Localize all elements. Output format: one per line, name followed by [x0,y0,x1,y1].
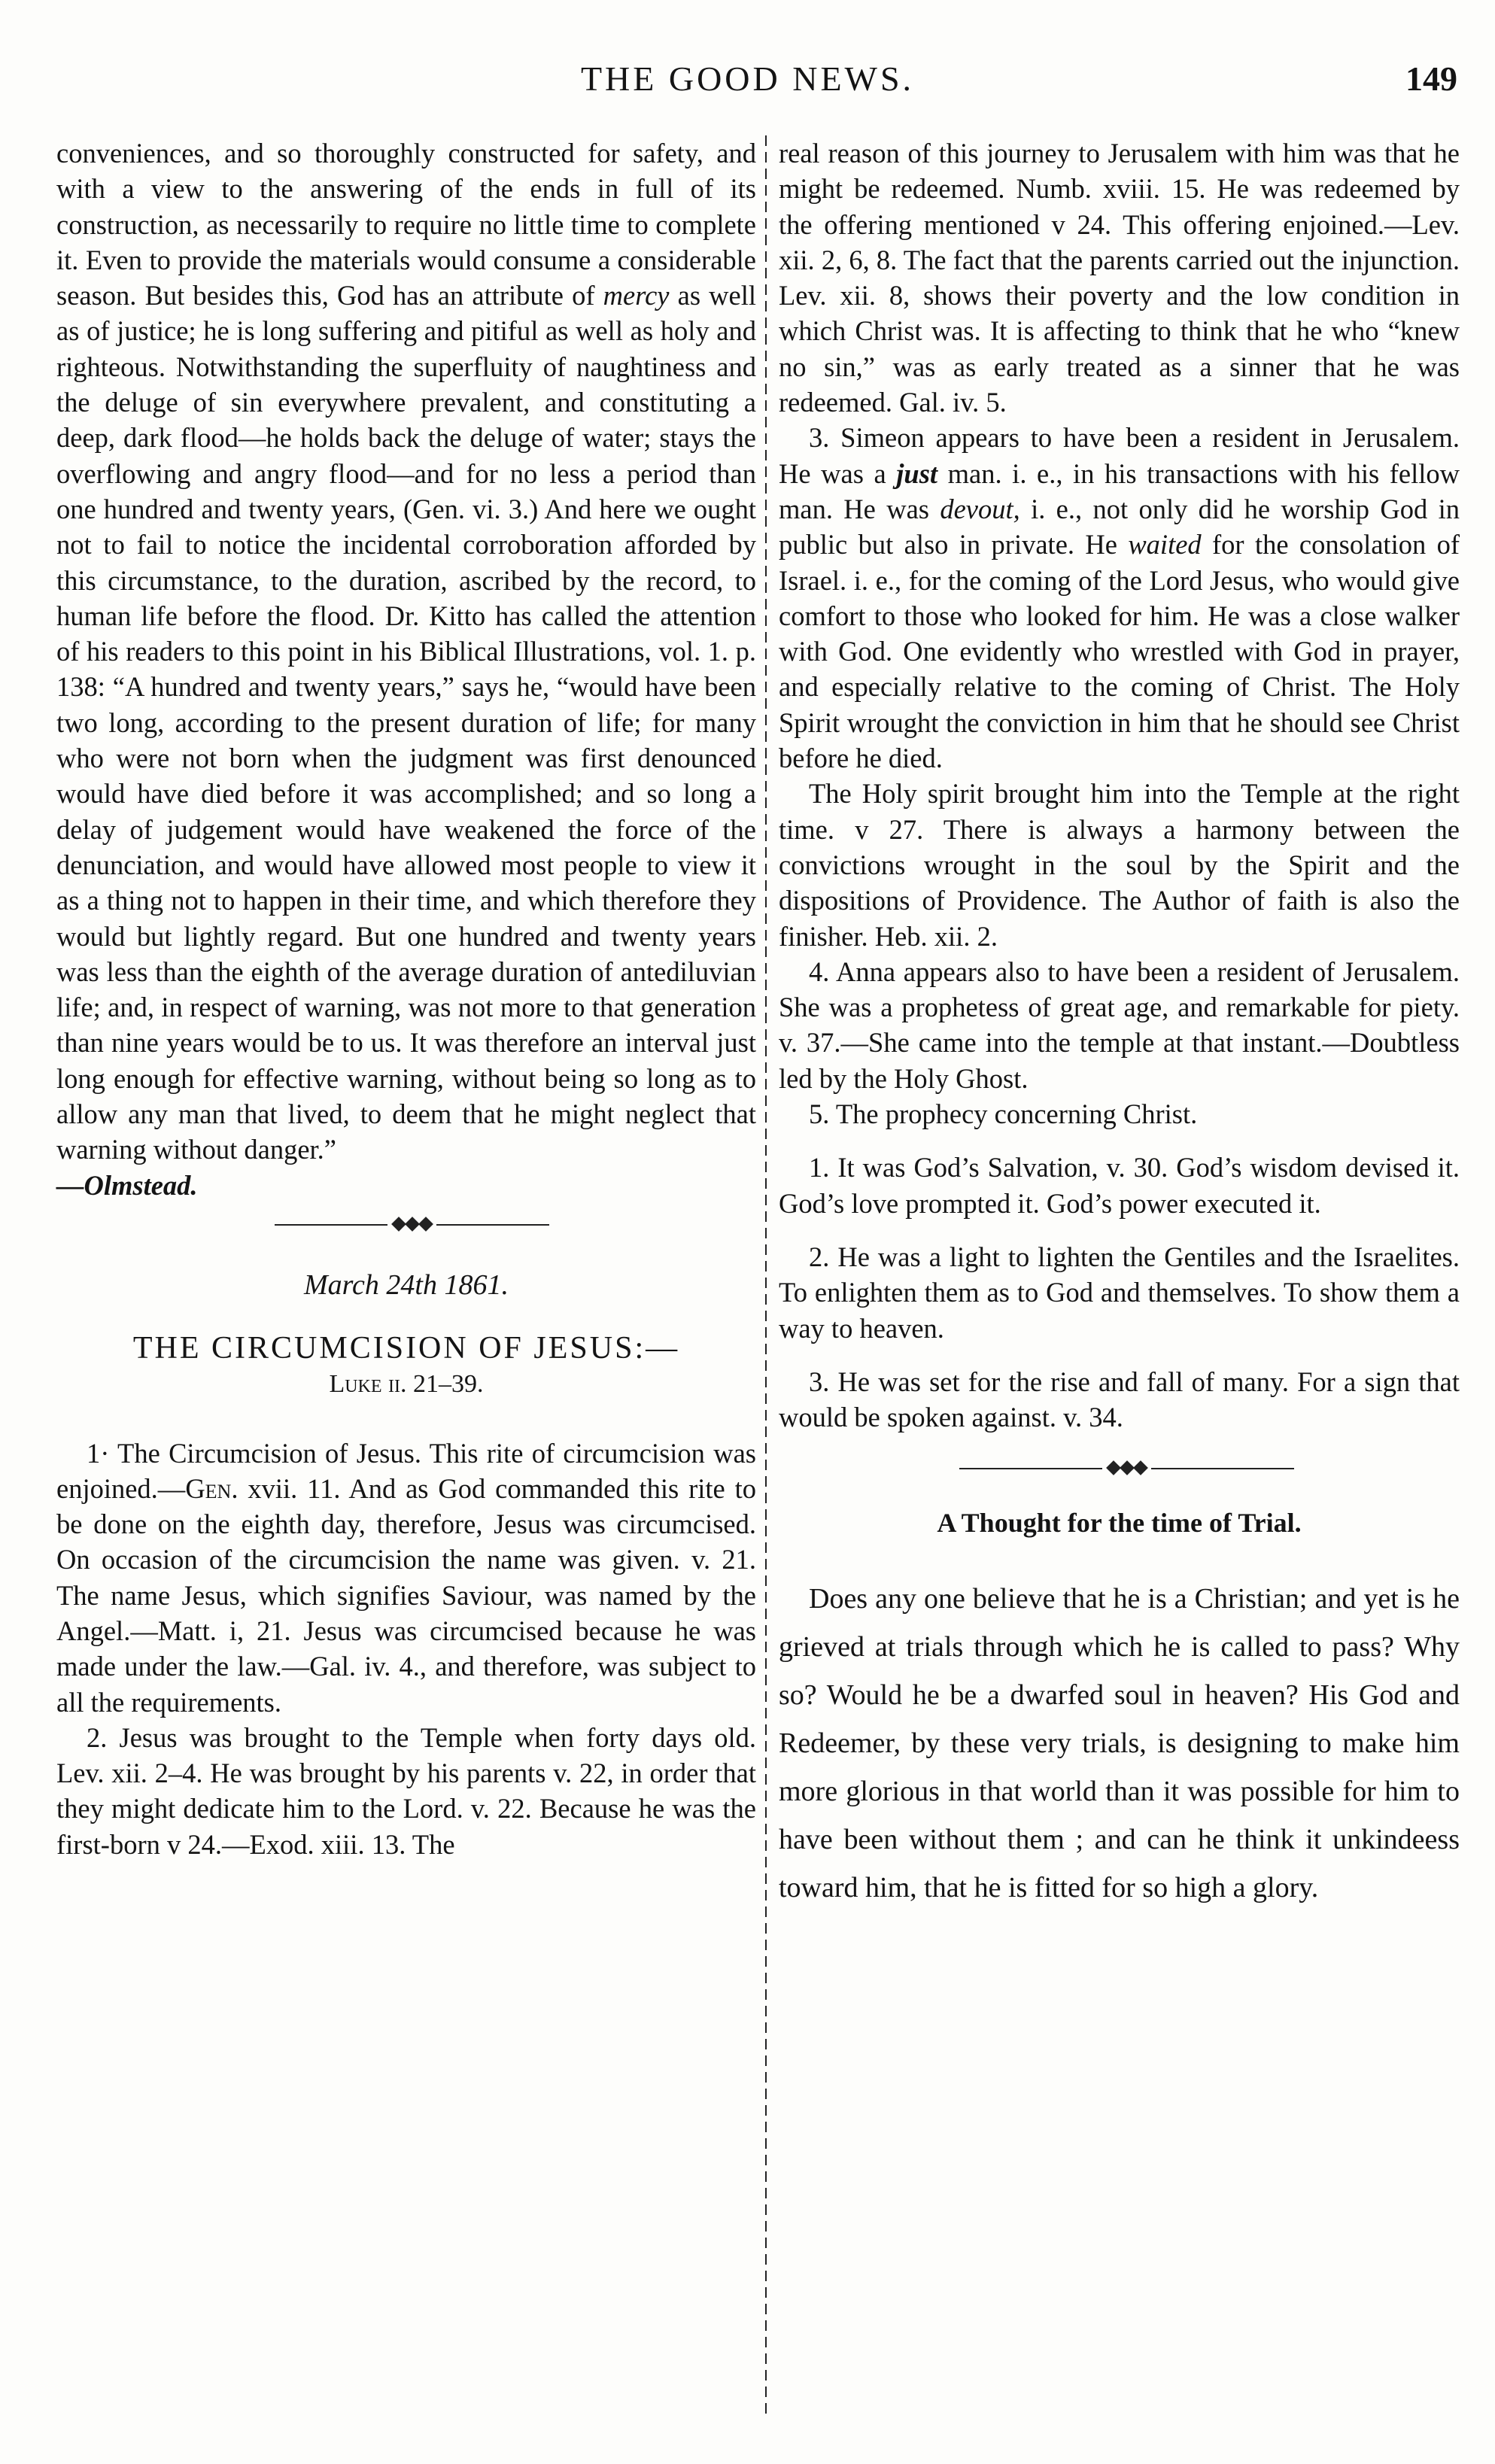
paragraph-5: 5. The prophecy concerning Christ. [809,1098,1198,1130]
paragraph-1: 1· The Circumcision of Jesus. This rite of circumcision was enjoined.—Gen. xvii. 11. And as God commanded this rite to be done on the eighth day, therefore, Jesus was circumcised. On occasion of the circumcision the name was given. v. 21. The name Jesus, which signifies Saviour, was named by the Angel.—Matt. i, 21. Jesus was circumcised because he was made under the law.—Gal. iv. 4., and therefore, was subject to all the requirements. [56,1437,756,1718]
trial-paragraph: Does any one believe that he is a Christian; and yet is he grieved at trials through which he is called to pass? Why so? Would he be a dwarfed soul in heaven? His God and Redeemer, by these very trials, is designing to make him more glorious in that world than it was possible for him to have been without them ; and can he think it unkindeess toward him, that he is fitted for so high a glory. [779,1582,1460,1903]
point-5-3: 3. He was set for the rise and fall of many. For a sign that would be spoken against. v. 34. [779,1366,1460,1433]
emphasis-waited: waited [1128,529,1202,561]
lesson-date: March 24th 1861. [304,1268,509,1301]
journal-title: THE GOOD NEWS. [580,59,915,98]
section-divider [56,1203,756,1245]
paragraph-3: 3. Simeon appears to have been a resident in Jerusalem. He was a just man. i. e., in his transactions with his fellow man. He was devout, i. e., not only did he worship God in public but also in private. He waited for the consolation of Israel. i. e., for the coming of the Lord Jesus, who would give comfort to those who looked for him. He was a close walker with God. One evidently who wrestled with God in prayer, and especially relative to the coming of Christ. The Holy Spirit wrought the conviction in him that he should see Christ before he died. [779,422,1460,774]
article-title: THE CIRCUMCISION OF JESUS:— [132,1331,680,1366]
emphasis-just: just [896,457,938,489]
page-number: 149 [1405,59,1457,98]
scripture-reference: Luke ii. 21–39. [329,1370,484,1399]
paragraph-4: 4. Anna appears also to have been a resident of Jerusalem. She was a prophetess of great age, and remarkable for piety. v. 37.—She came into the temple at that instant.—Doubtless led by the Holy Ghost. [779,956,1460,1094]
running-head [0,59,1495,104]
left-column [56,135,756,1862]
section-divider-2 [779,1447,1460,1489]
point-5-1: 1. It was God’s Salvation, v. 30. God’s wisdom devised it. God’s love prompted it. God’s power executed it. [779,1152,1460,1219]
paragraph-2: 2. Jesus was brought to the Temple when forty days old. Lev. xii. 2–4. He was brought by his parents v. 22, in order that they might dedicate him to the Lord. v. 22. Because he was the first-born v 24.—Exod. xiii. 13. The [56,1721,756,1860]
emphasis-devout: devout, [940,493,1020,524]
olmstead-excerpt: conveniences, and so thoroughly constructed for safety, and with a view to the answering of the ends in full of its construction, as necessarily to require no little time to complete it. Even to provide the materials would consume a considerable season. But besides this, God has an attribute of mercy as well as of justice; he is long suffering and pitiful as well as holy and righteous. Notwithstanding the superfluity of naughtiness and the deluge of sin everywhere prevalent, and constituting a deep, dark flood—he holds back the deluge of water; stays the overflowing and angry flood—and for no less a period than one hundred and twenty years, (Gen. vi. 3.) And here we ought not to fail to notice the incidental corroboration afforded by this circumstance, to the duration, ascribed by the record, to human life before the flood. Dr. Kitto has called the attention of his readers to this point in his Biblical Illustrations, vol. 1. p. 138: “A hundred and twenty years,” says he, “would have been two long, according to the present duration of life; for many who were not born when the judgment was first denounced would have died before it was accomplished; and so long a delay of judgement would have weakened the force of the denunciation, and would have allowed most people to view it as a thing not to happen in their time, and which therefore they would but lightly regard. But one hundred and twenty years was less than the eighth of the average duration of antediluvian life; and, in respect of warning, was not more to that generation than nine years would be to us. It was therefore an interval just long enough for effective warning, without being so long as to allow any man that lived, to deem that he might neglect that warning without danger.” [56,138,756,1165]
paragraph-2-continued: real reason of this journey to Jerusalem with him was that he might be redeemed. Numb. xviii. 15. He was redeemed by the offering mentioned v 24. This offering enjoined.—Lev. xii. 2, 6, 8. The fact that the parents carried out the injunction. Lev. xii. 8, shows their poverty and the low condition in which Christ was. It is affecting to think that he who “knew no sin,” was as early treated as a sinner that he was redeemed. Gal. iv. 5. [779,138,1460,418]
trial-heading: A Thought for the time of Trial. [937,1508,1302,1539]
point-5-2: 2. He was a light to lighten the Gentiles and the Israelites. To enlighten them as to God and themselves. To show them a way to heaven. [779,1241,1460,1344]
right-column [779,135,1460,1912]
column-rule [765,135,767,2415]
attribution: —Olmstead. [56,1169,198,1201]
paragraph-3b: The Holy spirit brought him into the Temple at the right time. v 27. There is always a harmony between the convictions wrought in the soul by the Spirit and the dispositions of Providence. The Author of faith is also the finisher. Heb. xii. 2. [779,778,1460,952]
emphasis-mercy: mercy [603,280,670,311]
